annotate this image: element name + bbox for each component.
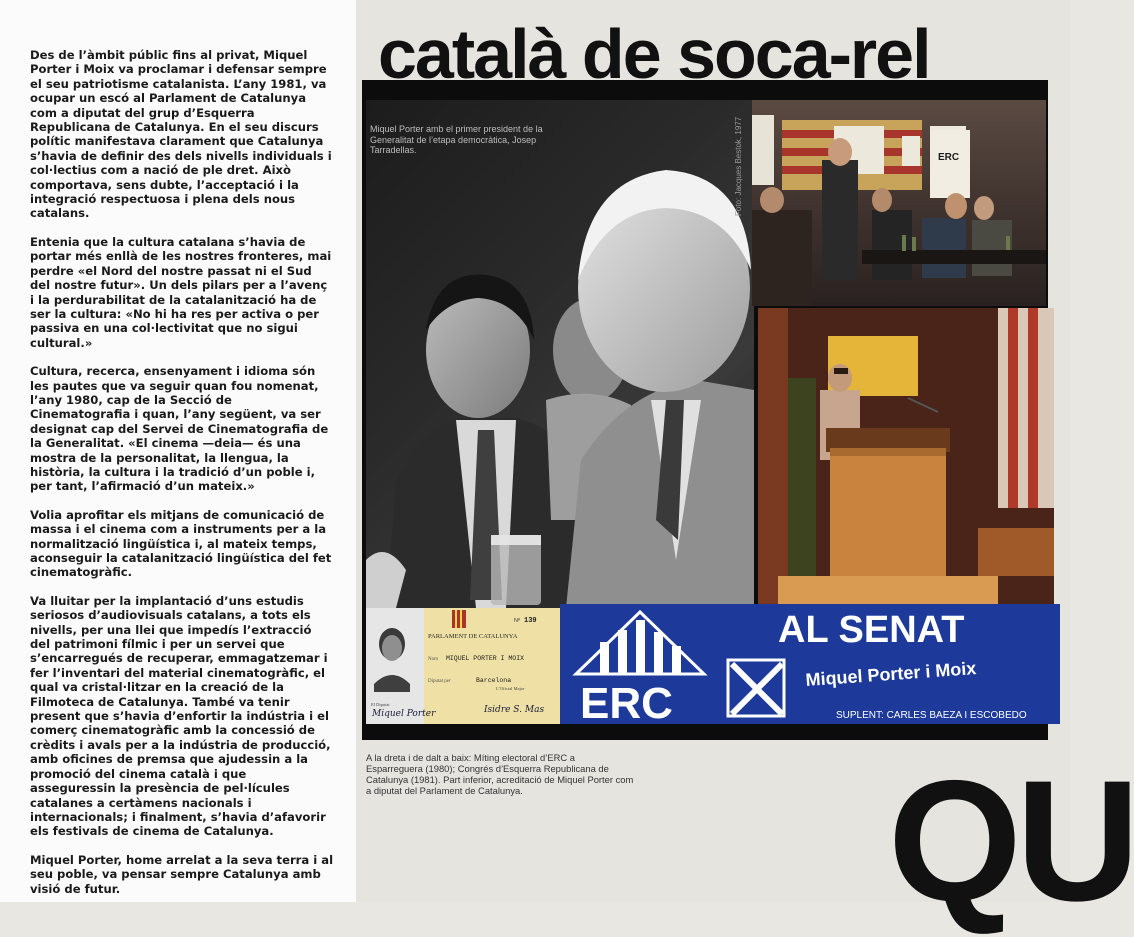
senat-banner [560, 604, 1060, 728]
paragraph: Des de l’àmbit públic fins al privat, Miquel Porter i Moix va proclamar i defensar sempre el seu patriotisme catalanista. L’any 1981, va ocupar un escó al Parlament de Catalunya com a diputat del grup d’Esquerra Republicana de Catalunya. En el seu discurs polític manifestava clarament que Catalunya s’havia de definir des dels nivells individuals i col·lectius com a nació de ple dret. Això comportava, sens dubte, l’acceptació i la integració respectuosa i plena dels nous catalans. [30, 48, 332, 221]
credential-district-label: Diputat per [428, 679, 451, 684]
credential-number-label: Nº [514, 618, 520, 624]
holder-signature: Miquel Porter [372, 709, 436, 719]
congress-photo-illustration [758, 308, 1054, 604]
credential-district: Barcelona [476, 677, 512, 684]
page-title: català de soca-rel [378, 15, 930, 93]
erc-poster [930, 130, 970, 198]
paragraph: Volia aprofitar els mitjans de comunicació de massa i el cinema com a instruments per a la normalització lingüística i, al mateix temps, aconseguir la catalanització lingüística del fet cinematogràfic. [30, 507, 332, 580]
erc-logo-text: ERC [580, 679, 673, 728]
parliament-credential [366, 608, 560, 724]
text-column [0, 0, 356, 902]
senat-banner-art [560, 604, 1060, 728]
senat-title: AL SENAT [778, 609, 965, 651]
large-letters: QU [888, 745, 1134, 937]
photo-caption-bottom: A la dreta i de dalt a baix: Míting electoral d’ERC a Esparreguera (1980); Congrés d’Esquerra Republicana de Catalunya (1981). Part inferior, acreditació de Miquel Porter com a diputat del Parlament de Catalunya. [366, 752, 634, 796]
congress-photo [758, 308, 1054, 604]
credential-number: 139 [524, 617, 537, 625]
credential-parliament: PARLAMENT DE CATALUNYA [428, 633, 518, 640]
svg-text:ERC: ERC [938, 152, 960, 163]
credential-holder-label: El Diputat [371, 702, 390, 707]
article-text [30, 48, 335, 910]
paragraph: Entenia que la cultura catalana s’havia de portar més enllà de les nostres fronteres, mai perdre «el Nord del nostre passat ni el Sud del nostre futur». Un dels pilars per a l’avenç i la perdurabilitat de la catalanització ha de ser la cultura: «No hi ha res per activa o per passiva en una col·lectivitat que no sigui cultural.» [30, 234, 332, 350]
rally-photo-illustration [752, 100, 1046, 306]
main-photo [366, 100, 754, 608]
photo-credit: Foto: Jacques Bestok, 1977 [734, 116, 743, 216]
paragraph: Va lluitar per la implantació d’uns estudis seriosos d’audiovisuals catalans, a tots els nivells, per una llei que impedís l’extracció del patrimoni fílmic i per un servei que s’encarregués de recuperar, emmagatzemar i fer l’inventari del material cinematogràfic, el qual va cristal·litzar en la creació de la Filmoteca de Catalunya. També va tenir present que s’havia d’enfortir la indústria i el comerç cinematogràfic amb la concessió de crèdits i avals per a la indústria de producció, amb oficines de premsa que ajudessin a la promoció del cinema català i que asseguressin la presència de pel·lícules catalanes a certàmens nacionals i internacionals; i finalment, s’havia d’afavorir els festivals de cinema de Catalunya. [30, 593, 331, 839]
photo-caption: Miquel Porter amb el primer president de la Generalitat de l’etapa democràtica, Josep Tarradellas. [370, 124, 543, 155]
paragraph: Miquel Porter, home arrelat a la seva terra i al seu poble, va pensar sempre Catalunya amb visió de futur. [30, 852, 334, 896]
officer-signature: Isidre S. Mas [484, 705, 545, 715]
candidate-name: Miquel Porter i Moix [804, 658, 977, 690]
rally-photo [752, 100, 1046, 306]
credential-officer-label: L’Oficial Major [496, 686, 525, 691]
credential-name: MIQUEL PORTER I MOIX [446, 655, 525, 662]
credential-card [366, 608, 560, 724]
credential-nom-label: Nom [428, 657, 438, 662]
substitute-line: SUPLENT: CARLES BAEZA I ESCOBEDO [836, 710, 1027, 721]
paragraph: Cultura, recerca, ensenyament i idioma són les pautes que va seguir quan fou nomenat, l’any 1980, cap de la Secció de Cinematografia i quan, l’any següent, va ser designat cap del Servei de Cinematografia de la Generalitat. «El cinema —deia— és una mostra de la personalitat, la llengua, la història, la cultura i la tradició d’un poble i, per tant, l’afirmació d’un mateix.» [30, 364, 329, 494]
main-photo-illustration [366, 100, 754, 608]
